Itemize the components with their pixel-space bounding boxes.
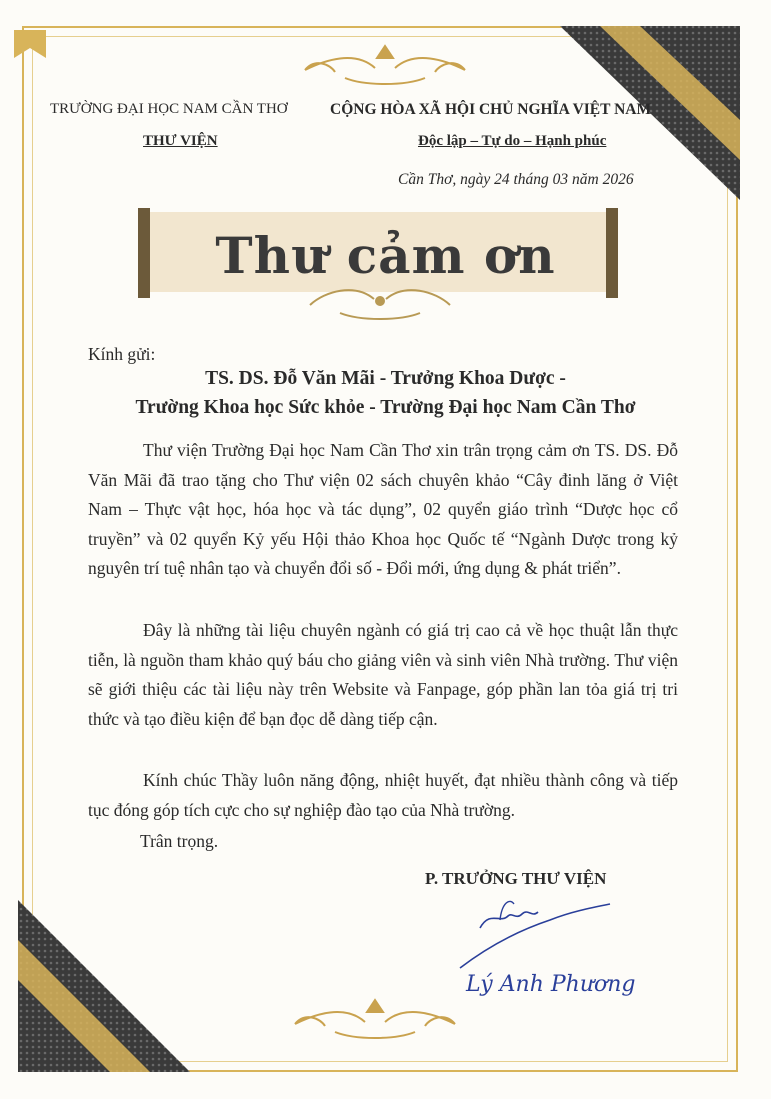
recipient-line-2: Trường Khoa học Sức khỏe - Trường Đại học Nam Cần Thơ bbox=[135, 397, 636, 418]
date-line: Cần Thơ, ngày 24 tháng 03 năm 2026 bbox=[398, 171, 634, 188]
paragraph-2: Đây là những tài liệu chuyên ngành có giá trị cao cả về học thuật lẫn thực tiễn, là nguồn tham khảo quý báu cho giảng viên và sinh viên Nhà trường. Thư viện sẽ giới thiệu các tài liệu này trên Website và Fanpage, góp phần lan tỏa giá trị tri thức và tạo điều kiện để bạn đọc dễ dàng tiếp cận. bbox=[88, 620, 678, 729]
handwritten-signature bbox=[450, 890, 620, 980]
motto: Độc lập – Tự do – Hạnh phúc bbox=[418, 133, 607, 149]
paragraph-1: Thư viện Trường Đại học Nam Cần Thơ xin trân trọng cảm ơn TS. DS. Đỗ Văn Mãi đã trao tặng cho Thư viện 02 sách chuyên khảo “Cây đinh lăng ở Việt Nam – Thực vật học, hóa học và tác dụng”, 02 quyển giáo trình “Dược học cổ truyền” và 02 quyển Kỷ yếu Hội thảo Khoa học Quốc tế “Ngành Dược trong kỷ nguyên trí tuệ nhân tạo và chuyển đổi số - Đổi mới, ứng dụng & phát triển”. bbox=[88, 440, 678, 578]
signer-position: P. TRƯỞNG THƯ VIỆN bbox=[425, 869, 607, 888]
republic-heading: CỘNG HÒA XÃ HỘI CHỦ NGHĨA VIỆT NAM bbox=[330, 101, 652, 118]
university-name: TRƯỜNG ĐẠI HỌC NAM CẦN THƠ bbox=[50, 101, 288, 117]
recipient-line-1: TS. DS. Đỗ Văn Mãi - Trưởng Khoa Dược - bbox=[205, 368, 566, 389]
closing: Trân trọng. bbox=[140, 831, 219, 851]
paragraph-3: Kính chúc Thầy luôn năng động, nhiệt huyết, đạt nhiều thành công và tiếp tục đóng góp tích cực cho sự nghiệp đào tạo của Nhà trường. bbox=[88, 770, 678, 820]
unit-name: THƯ VIỆN bbox=[143, 133, 218, 149]
greeting: Kính gửi: bbox=[88, 344, 156, 364]
signer-name: Lý Anh Phương bbox=[466, 972, 636, 997]
letter-title: Thư cảm ơn bbox=[215, 226, 556, 285]
